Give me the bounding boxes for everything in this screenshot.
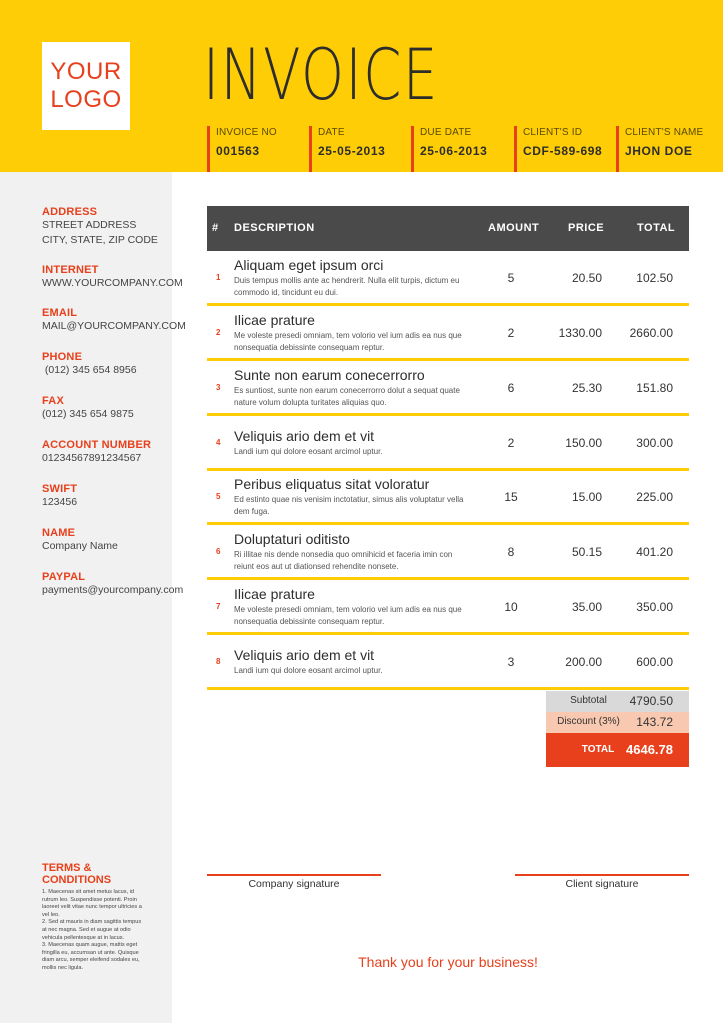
item-price: 150.00 [565,436,602,450]
row-number: 1 [216,273,221,282]
item-price: 50.15 [571,545,602,559]
item-amount: 6 [507,381,515,395]
col-price-header: PRICE [568,222,605,234]
item-amount: 2 [507,326,515,340]
item-total: 225.00 [636,490,673,504]
item-name: Veliquis ario dem et vit [234,428,375,444]
table-row [207,580,689,635]
info-address [42,206,158,248]
item-amount: 2 [507,436,515,450]
company-signature-line [207,874,381,876]
info-line: (012) 345 654 8956 [42,364,137,376]
col-num-header: # [212,222,219,234]
meta-date [309,126,385,172]
terms-label: TERMS & CONDITIONS [42,862,112,886]
item-price: 15.00 [571,490,602,504]
meta-value: 001563 [216,144,260,158]
invoice-header [0,0,723,172]
client-signature-label: Client signature [565,878,639,890]
item-total: 151.80 [636,381,673,395]
item-price: 25.30 [571,381,602,395]
item-description: Es suntiost, sunte non earum conecerrorro dolut a sequat quate nature volum dolupta turitates aliquias quo. [234,386,460,407]
item-name: Veliquis ario dem et vit [234,647,375,663]
info-line: 01234567891234567 [42,452,142,464]
table-row [207,306,689,361]
row-number: 7 [216,602,221,611]
info-label: PHONE [42,351,83,363]
total-value: 4646.78 [626,742,673,757]
item-name: Ilicae prature [234,312,315,328]
info-label: PAYPAL [42,571,86,583]
info-label: NAME [42,527,76,539]
subtotal-label: Subtotal [570,695,607,706]
company-signature-label: Company signature [248,878,340,890]
item-description: Me voleste presedi omniam, tem volorio vel ium adis ea nus que nonsequatia debissinte consequam reptur. [234,331,462,352]
meta-value: 25-05-2013 [318,144,386,158]
meta-label: INVOICE NO [216,127,277,138]
info-phone [42,351,137,378]
table-row [207,416,689,471]
terms-and-conditions [42,862,142,973]
info-email [42,307,186,334]
row-number: 5 [216,492,221,501]
row-number: 3 [216,383,221,392]
info-line: payments@yourcompany.com [42,584,184,596]
info-swift [42,483,77,510]
meta-client-id [514,126,602,172]
item-name: Aliquam eget ipsum orci [234,257,384,273]
item-amount: 8 [507,545,515,559]
item-amount: 10 [504,600,518,614]
item-description: Landi ium qui dolore eosant arcimol uptur. [234,666,383,675]
item-amount: 5 [507,271,515,285]
info-line: MAIL@YOURCOMPANY.COM [42,320,186,332]
info-label: FAX [42,395,64,407]
meta-invoice-no [207,126,277,172]
item-amount: 3 [507,655,515,669]
meta-value: 25-06-2013 [420,144,488,158]
row-number: 8 [216,657,221,666]
meta-due-date [411,126,487,172]
col-description-header: DESCRIPTION [234,222,315,234]
item-price: 1330.00 [558,326,602,340]
invoice-title: INVOICE [203,34,439,116]
info-label: INTERNET [42,264,99,276]
item-price: 200.00 [565,655,602,669]
info-label: EMAIL [42,307,78,319]
info-account-number [42,439,151,466]
item-name: Sunte non earum conecerrorro [234,367,425,383]
row-number: 6 [216,547,221,556]
terms-text: 1. Maecenas sit amet metus lacus, id rutrum leo. Suspendisse potenti. Proin laoreet velit vitae nunc tempor ultricies a vel leo. 2. Sed at mauris in diam sagittis tempus at nec magna. Sed et augue at odio vehicula pellentesque at in lacus. 3. Maecenas quam augue, mattis eget fringilla eu, accumsan ut ante. Quisque diam arcu, semper eleifend sodales eu, mollis nec ligula. [42,889,142,971]
meta-label: DATE [318,127,345,138]
meta-label: CLIENT'S ID [523,127,583,138]
total-label: TOTAL [581,744,615,755]
item-description: Ed estinto quae nis venisim inctotatiur, simus alis voluptatur vella dem fuga. [234,495,464,516]
table-row [207,361,689,416]
info-label: ACCOUNT NUMBER [42,439,152,451]
subtotal-value: 4790.50 [629,694,673,708]
info-line: CITY, STATE, ZIP CODE [42,234,158,246]
col-amount-header: AMOUNT [488,222,540,234]
info-paypal [42,571,183,598]
item-total: 600.00 [636,655,673,669]
item-description: Me voleste presedi omniam, tem volorio vel ium adis ea nus que nonsequatia debissinte consequam reptur. [234,605,462,626]
items-table-header [207,206,689,251]
item-total: 102.50 [636,271,673,285]
info-line: 123456 [42,496,78,508]
row-number: 4 [216,438,221,447]
item-name: Peribus eliquatus sitat voloratur [234,476,430,492]
discount-label: Discount (3%) [557,716,620,727]
table-row [207,470,689,525]
client-signature-line [515,874,689,876]
table-row [207,525,689,580]
meta-label: DUE DATE [420,127,472,138]
item-description: Landi ium qui dolore eosant arcimol uptur. [234,447,383,456]
item-total: 2660.00 [629,326,673,340]
meta-label: CLIENT'S NAME [625,127,704,138]
item-total: 350.00 [636,600,673,614]
item-total: 300.00 [636,436,673,450]
discount-value: 143.72 [636,715,673,729]
item-amount: 15 [504,490,518,504]
subtotal-row [546,691,689,712]
meta-client-name [616,126,703,172]
discount-row [546,712,689,733]
info-name [42,527,118,554]
info-internet [42,264,183,291]
table-row [207,635,689,690]
item-price: 35.00 [571,600,602,614]
item-name: Doluptaturi oditisto [234,531,350,547]
info-line: WWW.YOURCOMPANY.COM [42,277,183,289]
info-line: STREET ADDRESS [42,219,137,231]
row-number: 2 [216,328,221,337]
logo-line-1: YOUR [50,58,122,85]
item-description: Duis tempus mollis ante ac hendrerit. Nulla elit turpis, dictum eu commodo id, tincidunt eu dui. [234,276,460,297]
info-fax [42,395,134,422]
item-name: Ilicae prature [234,586,315,602]
info-line: Company Name [42,540,118,552]
thank-you-message: Thank you for your business! [358,954,538,970]
total-row [546,733,689,767]
item-price: 20.50 [571,271,602,285]
meta-value: JHON DOE [625,144,693,158]
info-label: ADDRESS [42,206,98,218]
company-logo [42,42,130,130]
info-line: (012) 345 654 9875 [42,408,134,420]
meta-value: CDF-589-698 [523,144,603,158]
logo-line-2: LOGO [50,86,122,113]
col-total-header: TOTAL [637,222,676,234]
info-label: SWIFT [42,483,78,495]
table-row [207,251,689,306]
item-total: 401.20 [636,545,673,559]
item-description: Ri illitae nis dende nonsedia quo omnihicid et faceria imin con reiunt eos aut ut diationsed rehendite nonsete. [234,550,453,571]
